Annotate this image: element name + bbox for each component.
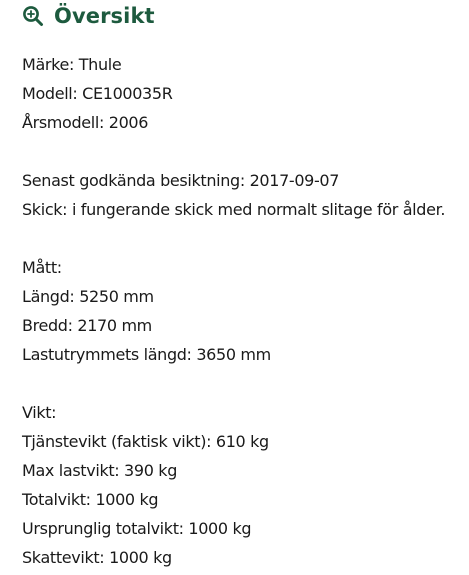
weight-group [22,398,461,572]
overview-content [22,50,461,572]
info-line-width: Bredd: 2170 mm [22,316,152,335]
info-line-model: Modell: CE100035R [22,84,173,103]
spacer [22,137,461,166]
spacer [22,224,461,253]
info-line-max-load: Max lastvikt: 390 kg [22,461,178,480]
info-line-model-year: Årsmodell: 2006 [22,113,149,132]
spacer [22,369,461,398]
info-line-tax-weight: Skattevikt: 1000 kg [22,548,172,567]
search-magnify-icon [22,5,44,27]
info-line-inspection: Senast godkända besiktning: 2017-09-07 [22,171,340,190]
info-line-curb-weight: Tjänstevikt (faktisk vikt): 610 kg [22,432,269,451]
info-line-cargo-length: Lastutrymmets längd: 3650 mm [22,345,271,364]
info-line-original-total-weight: Ursprunglig totalvikt: 1000 kg [22,519,252,538]
info-line-total-weight: Totalvikt: 1000 kg [22,490,159,509]
info-line-condition: Skick: i fungerande skick med normalt slitage för ålder. [22,200,446,219]
dimensions-group [22,253,461,369]
section-header [22,2,155,30]
condition-group [22,166,461,224]
vehicle-info-group [22,50,461,137]
dimensions-heading: Mått: [22,258,62,277]
info-line-brand: Märke: Thule [22,55,122,74]
section-title: Översikt [54,4,155,28]
info-line-length: Längd: 5250 mm [22,287,154,306]
weight-heading: Vikt: [22,403,57,422]
